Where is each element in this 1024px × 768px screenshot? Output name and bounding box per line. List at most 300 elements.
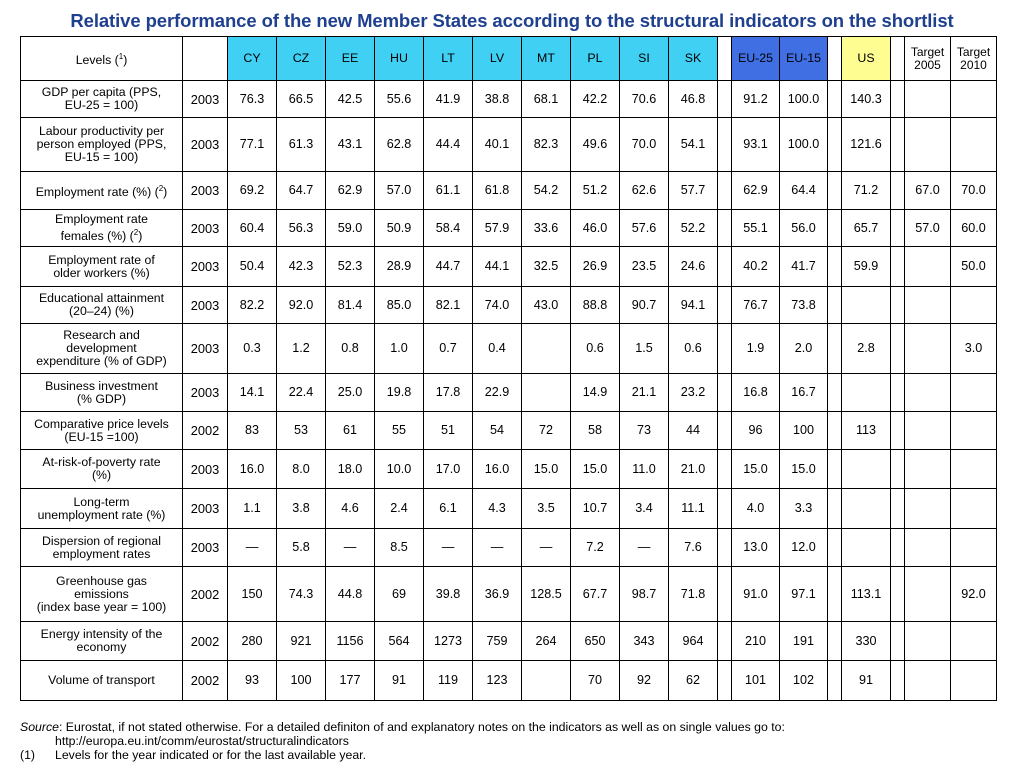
value-cell: 62.6: [620, 172, 669, 210]
eu-value-cell: 13.0: [732, 529, 780, 567]
us-value-cell: [842, 374, 891, 412]
target-2010-cell: 60.0: [951, 210, 997, 247]
value-cell: 90.7: [620, 287, 669, 324]
label-line: (EU-15 =100): [64, 429, 139, 444]
value-cell: 17.0: [424, 450, 473, 489]
target-2005-cell: [905, 622, 951, 661]
eu-value-cell: 210: [732, 622, 780, 661]
us-value-cell: 71.2: [842, 172, 891, 210]
target-2010-cell: [951, 118, 997, 172]
target-2010-cell: [951, 489, 997, 529]
value-cell: 53: [277, 412, 326, 450]
spacer-cell: [718, 489, 732, 529]
eu-value-cell: 102: [780, 661, 828, 701]
eu-value-cell: 16.7: [780, 374, 828, 412]
value-cell: 44: [669, 412, 718, 450]
header-country-ee: EE: [326, 37, 375, 81]
label-line: (% GDP): [76, 391, 127, 406]
table-row: [21, 210, 997, 247]
label-line: development: [66, 341, 137, 355]
value-cell: 69.2: [228, 172, 277, 210]
label-line: older workers (%): [53, 265, 150, 280]
value-cell: 11.0: [620, 450, 669, 489]
spacer-cell: [891, 412, 905, 450]
eu-value-cell: 2.0: [780, 324, 828, 374]
value-cell: 264: [522, 622, 571, 661]
eu-value-cell: 41.7: [780, 247, 828, 287]
value-cell: 52.3: [326, 247, 375, 287]
header-us: US: [842, 37, 891, 81]
value-cell: 93: [228, 661, 277, 701]
spacer-cell: [828, 81, 842, 118]
eu-value-cell: 100.0: [780, 81, 828, 118]
label-line: person employed (PPS,: [36, 137, 167, 151]
value-cell: 0.3: [228, 324, 277, 374]
value-cell: —: [424, 529, 473, 567]
value-cell: 44.8: [326, 567, 375, 622]
value-cell: 564: [375, 622, 424, 661]
value-cell: 6.1: [424, 489, 473, 529]
value-cell: 28.9: [375, 247, 424, 287]
spacer-cell: [891, 661, 905, 701]
spacer-cell: [891, 37, 905, 81]
indicator-label: [21, 172, 183, 210]
value-cell: 11.1: [669, 489, 718, 529]
table-row: [21, 247, 997, 287]
value-cell: 650: [571, 622, 620, 661]
us-value-cell: [842, 489, 891, 529]
target-2010-cell: [951, 450, 997, 489]
value-cell: 82.1: [424, 287, 473, 324]
label-line: (index base year = 100): [36, 599, 167, 614]
table-row: [21, 450, 997, 489]
header-eu-25: EU-25: [732, 37, 780, 81]
label-line: Greenhouse gas: [56, 573, 147, 588]
value-cell: 70.6: [620, 81, 669, 118]
header-target-2010: [951, 37, 997, 81]
value-cell: 85.0: [375, 287, 424, 324]
label-line: economy: [76, 640, 127, 654]
spacer-cell: [828, 324, 842, 374]
value-cell: 33.6: [522, 210, 571, 247]
label-line: (20–24) (%): [69, 304, 134, 318]
table-row: [21, 412, 997, 450]
value-cell: 74.3: [277, 567, 326, 622]
label-line: GDP per capita (PPS,: [41, 85, 162, 99]
value-cell: 15.0: [571, 450, 620, 489]
target-2005-cell: [905, 374, 951, 412]
value-cell: —: [228, 529, 277, 567]
value-cell: 2.4: [375, 489, 424, 529]
label-line: Volume of transport: [48, 673, 155, 687]
value-cell: 55.6: [375, 81, 424, 118]
header-country-cy: CY: [228, 37, 277, 81]
spacer-cell: [891, 118, 905, 172]
label-line: Target: [910, 44, 945, 59]
table-row: [21, 287, 997, 324]
label-line: (%): [91, 468, 112, 482]
spacer-cell: [828, 247, 842, 287]
spacer-cell: [718, 210, 732, 247]
value-cell: 76.3: [228, 81, 277, 118]
target-2005-cell: [905, 324, 951, 374]
spacer-cell: [718, 412, 732, 450]
indicator-label: [21, 450, 183, 489]
value-cell: 51.2: [571, 172, 620, 210]
indicator-label: [21, 287, 183, 324]
value-cell: —: [473, 529, 522, 567]
value-cell: 92.0: [277, 287, 326, 324]
source-url: http://europa.eu.int/comm/eurostat/structuralindicators: [55, 734, 349, 748]
indicator-label: [21, 324, 183, 374]
indicator-label: [21, 489, 183, 529]
spacer-cell: [828, 118, 842, 172]
value-cell: 74.0: [473, 287, 522, 324]
value-cell: 759: [473, 622, 522, 661]
value-cell: 44.1: [473, 247, 522, 287]
target-2010-cell: 70.0: [951, 172, 997, 210]
value-cell: 10.0: [375, 450, 424, 489]
spacer-cell: [718, 661, 732, 701]
label-close: ): [138, 229, 143, 244]
eu-value-cell: 191: [780, 622, 828, 661]
eu-value-cell: 55.1: [732, 210, 780, 247]
value-cell: 0.6: [571, 324, 620, 374]
value-cell: 88.8: [571, 287, 620, 324]
eu-value-cell: 15.0: [732, 450, 780, 489]
target-2005-cell: [905, 247, 951, 287]
year-cell: 2003: [183, 118, 228, 172]
value-cell: 64.7: [277, 172, 326, 210]
table-row: [21, 489, 997, 529]
value-cell: 10.7: [571, 489, 620, 529]
us-value-cell: 140.3: [842, 81, 891, 118]
spacer-cell: [891, 210, 905, 247]
table-row: [21, 529, 997, 567]
value-cell: 150: [228, 567, 277, 622]
value-cell: 15.0: [522, 450, 571, 489]
target-2005-cell: [905, 567, 951, 622]
year-cell: 2003: [183, 374, 228, 412]
spacer-cell: [891, 172, 905, 210]
label-line: Long-term: [73, 494, 130, 509]
eu-value-cell: 4.0: [732, 489, 780, 529]
value-cell: 22.4: [277, 374, 326, 412]
label-line: unemployment rate (%): [37, 507, 166, 522]
value-cell: 123: [473, 661, 522, 701]
spacer-cell: [718, 247, 732, 287]
value-cell: 61: [326, 412, 375, 450]
table-row: [21, 567, 997, 622]
us-value-cell: 121.6: [842, 118, 891, 172]
value-cell: 280: [228, 622, 277, 661]
value-cell: 70: [571, 661, 620, 701]
spacer-cell: [828, 374, 842, 412]
table-row: [21, 374, 997, 412]
value-cell: 51: [424, 412, 473, 450]
indicator-label: [21, 247, 183, 287]
spacer-cell: [891, 287, 905, 324]
year-cell: 2003: [183, 172, 228, 210]
value-cell: 49.6: [571, 118, 620, 172]
target-2010-cell: [951, 81, 997, 118]
us-value-cell: [842, 529, 891, 567]
indicator-label: [21, 118, 183, 172]
us-value-cell: 59.9: [842, 247, 891, 287]
spacer-cell: [828, 37, 842, 81]
label-line: Comparative price levels: [34, 416, 169, 431]
value-cell: 36.9: [473, 567, 522, 622]
value-cell: 54.1: [669, 118, 718, 172]
value-cell: 98.7: [620, 567, 669, 622]
spacer-cell: [828, 529, 842, 567]
value-cell: 42.3: [277, 247, 326, 287]
eu-value-cell: 97.1: [780, 567, 828, 622]
value-cell: 46.8: [669, 81, 718, 118]
target-2005-cell: [905, 450, 951, 489]
spacer-cell: [718, 450, 732, 489]
eu-value-cell: 56.0: [780, 210, 828, 247]
indicator-label: [21, 81, 183, 118]
value-cell: 72: [522, 412, 571, 450]
spacer-cell: [828, 567, 842, 622]
target-2005-cell: [905, 287, 951, 324]
label-close: ): [163, 185, 168, 200]
value-cell: 61.8: [473, 172, 522, 210]
year-cell: 2003: [183, 489, 228, 529]
value-cell: 3.5: [522, 489, 571, 529]
value-cell: 7.2: [571, 529, 620, 567]
eu-value-cell: 73.8: [780, 287, 828, 324]
label-line: expenditure (% of GDP): [36, 354, 167, 368]
eu-value-cell: 100.0: [780, 118, 828, 172]
spacer-cell: [891, 450, 905, 489]
target-2010-cell: 50.0: [951, 247, 997, 287]
value-cell: 94.1: [669, 287, 718, 324]
value-cell: 42.2: [571, 81, 620, 118]
value-cell: 23.2: [669, 374, 718, 412]
value-cell: 39.8: [424, 567, 473, 622]
spacer-cell: [718, 37, 732, 81]
value-cell: 81.4: [326, 287, 375, 324]
eu-value-cell: 1.9: [732, 324, 780, 374]
value-cell: 1273: [424, 622, 473, 661]
year-cell: 2003: [183, 324, 228, 374]
indicator-label: [21, 567, 183, 622]
value-cell: 25.0: [326, 374, 375, 412]
levels-close: ): [123, 53, 128, 68]
target-2005-cell: [905, 661, 951, 701]
indicator-label: [21, 210, 183, 247]
value-cell: 7.6: [669, 529, 718, 567]
value-cell: —: [522, 529, 571, 567]
spacer-cell: [828, 622, 842, 661]
value-cell: 921: [277, 622, 326, 661]
year-cell: 2002: [183, 567, 228, 622]
value-cell: 67.7: [571, 567, 620, 622]
target-2005-cell: [905, 118, 951, 172]
value-cell: 0.8: [326, 324, 375, 374]
value-cell: 22.9: [473, 374, 522, 412]
label-line: emissions: [74, 586, 129, 601]
target-2005-cell: [905, 412, 951, 450]
eu-value-cell: 3.3: [780, 489, 828, 529]
eu-value-cell: 40.2: [732, 247, 780, 287]
value-cell: 42.5: [326, 81, 375, 118]
indicator-label: [21, 622, 183, 661]
label-line: Employment rate (%) (: [35, 185, 159, 200]
value-cell: 1.2: [277, 324, 326, 374]
value-cell: 32.5: [522, 247, 571, 287]
target-2005-cell: [905, 81, 951, 118]
target-2010-cell: [951, 529, 997, 567]
value-cell: 57.9: [473, 210, 522, 247]
us-value-cell: 113: [842, 412, 891, 450]
year-cell: 2002: [183, 412, 228, 450]
value-cell: 59.0: [326, 210, 375, 247]
label-line: At-risk-of-poverty rate: [42, 455, 161, 469]
value-cell: 40.1: [473, 118, 522, 172]
value-cell: 46.0: [571, 210, 620, 247]
value-cell: 66.5: [277, 81, 326, 118]
value-cell: 57.6: [620, 210, 669, 247]
value-cell: —: [620, 529, 669, 567]
value-cell: 62: [669, 661, 718, 701]
label-line: Target: [956, 44, 991, 59]
indicator-label: [21, 529, 183, 567]
levels-sup: 1: [118, 51, 124, 61]
value-cell: 62.9: [326, 172, 375, 210]
value-cell: 54: [473, 412, 522, 450]
label-line: females (%) (: [60, 229, 134, 244]
spacer-cell: [891, 81, 905, 118]
value-cell: 77.1: [228, 118, 277, 172]
eu-value-cell: 64.4: [780, 172, 828, 210]
value-cell: 83: [228, 412, 277, 450]
value-cell: 119: [424, 661, 473, 701]
spacer-cell: [891, 622, 905, 661]
value-cell: 5.8: [277, 529, 326, 567]
footnote-text: Levels for the year indicated or for the last available year.: [55, 748, 367, 762]
year-cell: 2002: [183, 661, 228, 701]
header-country-hu: HU: [375, 37, 424, 81]
eu-value-cell: 62.9: [732, 172, 780, 210]
label-line: Research and: [63, 328, 140, 342]
header-country-pl: PL: [571, 37, 620, 81]
us-value-cell: 65.7: [842, 210, 891, 247]
target-2010-cell: 3.0: [951, 324, 997, 374]
year-cell: 2003: [183, 450, 228, 489]
header-row: [21, 37, 997, 81]
value-cell: 19.8: [375, 374, 424, 412]
value-cell: 1.0: [375, 324, 424, 374]
header-country-lt: LT: [424, 37, 473, 81]
header-target-2005: [905, 37, 951, 81]
spacer-cell: [891, 567, 905, 622]
target-2010-cell: [951, 287, 997, 324]
eu-value-cell: 96: [732, 412, 780, 450]
year-cell: 2003: [183, 210, 228, 247]
value-cell: 100: [277, 661, 326, 701]
us-value-cell: [842, 287, 891, 324]
spacer-cell: [891, 489, 905, 529]
value-cell: 1.5: [620, 324, 669, 374]
header-eu-15: EU-15: [780, 37, 828, 81]
label-line: Dispersion of regional: [42, 533, 161, 548]
year-cell: 2002: [183, 622, 228, 661]
table-row: [21, 324, 997, 374]
value-cell: 44.7: [424, 247, 473, 287]
page-title: Relative performance of the new Member States according to the structural indicators on the shortlist: [70, 10, 954, 31]
value-cell: 17.8: [424, 374, 473, 412]
value-cell: 0.7: [424, 324, 473, 374]
value-cell: 91: [375, 661, 424, 701]
eu-value-cell: 91.2: [732, 81, 780, 118]
label-line: Business investment: [45, 378, 158, 393]
spacer-cell: [891, 529, 905, 567]
value-cell: 52.2: [669, 210, 718, 247]
value-cell: 57.0: [375, 172, 424, 210]
value-cell: 56.3: [277, 210, 326, 247]
value-cell: 70.0: [620, 118, 669, 172]
value-cell: 58.4: [424, 210, 473, 247]
value-cell: [522, 661, 571, 701]
value-cell: 61.3: [277, 118, 326, 172]
eu-value-cell: 100: [780, 412, 828, 450]
spacer-cell: [718, 374, 732, 412]
label-line: 2010: [960, 57, 987, 72]
target-2005-cell: 57.0: [905, 210, 951, 247]
spacer-cell: [891, 247, 905, 287]
eu-value-cell: 16.8: [732, 374, 780, 412]
value-cell: 14.9: [571, 374, 620, 412]
footnote-sup: 2: [158, 183, 164, 193]
target-2010-cell: [951, 622, 997, 661]
year-cell: 2003: [183, 287, 228, 324]
value-cell: 16.0: [473, 450, 522, 489]
header-country-cz: CZ: [277, 37, 326, 81]
header-levels: [21, 37, 183, 81]
year-cell: 2003: [183, 81, 228, 118]
spacer-cell: [828, 489, 842, 529]
footnote: [20, 720, 1010, 762]
value-cell: 4.3: [473, 489, 522, 529]
spacer-cell: [718, 529, 732, 567]
value-cell: 177: [326, 661, 375, 701]
label-line: Labour productivity per: [38, 124, 165, 138]
us-value-cell: 91: [842, 661, 891, 701]
header-country-si: SI: [620, 37, 669, 81]
spacer-cell: [828, 287, 842, 324]
value-cell: 54.2: [522, 172, 571, 210]
value-cell: 343: [620, 622, 669, 661]
value-cell: 14.1: [228, 374, 277, 412]
value-cell: 92: [620, 661, 669, 701]
value-cell: 82.3: [522, 118, 571, 172]
value-cell: —: [326, 529, 375, 567]
value-cell: 0.4: [473, 324, 522, 374]
header-country-lv: LV: [473, 37, 522, 81]
spacer-cell: [718, 622, 732, 661]
value-cell: 3.8: [277, 489, 326, 529]
value-cell: 3.4: [620, 489, 669, 529]
indicator-label: [21, 412, 183, 450]
value-cell: 44.4: [424, 118, 473, 172]
value-cell: 68.1: [522, 81, 571, 118]
levels-text: Levels (: [75, 53, 119, 68]
spacer-cell: [828, 210, 842, 247]
spacer-cell: [718, 567, 732, 622]
